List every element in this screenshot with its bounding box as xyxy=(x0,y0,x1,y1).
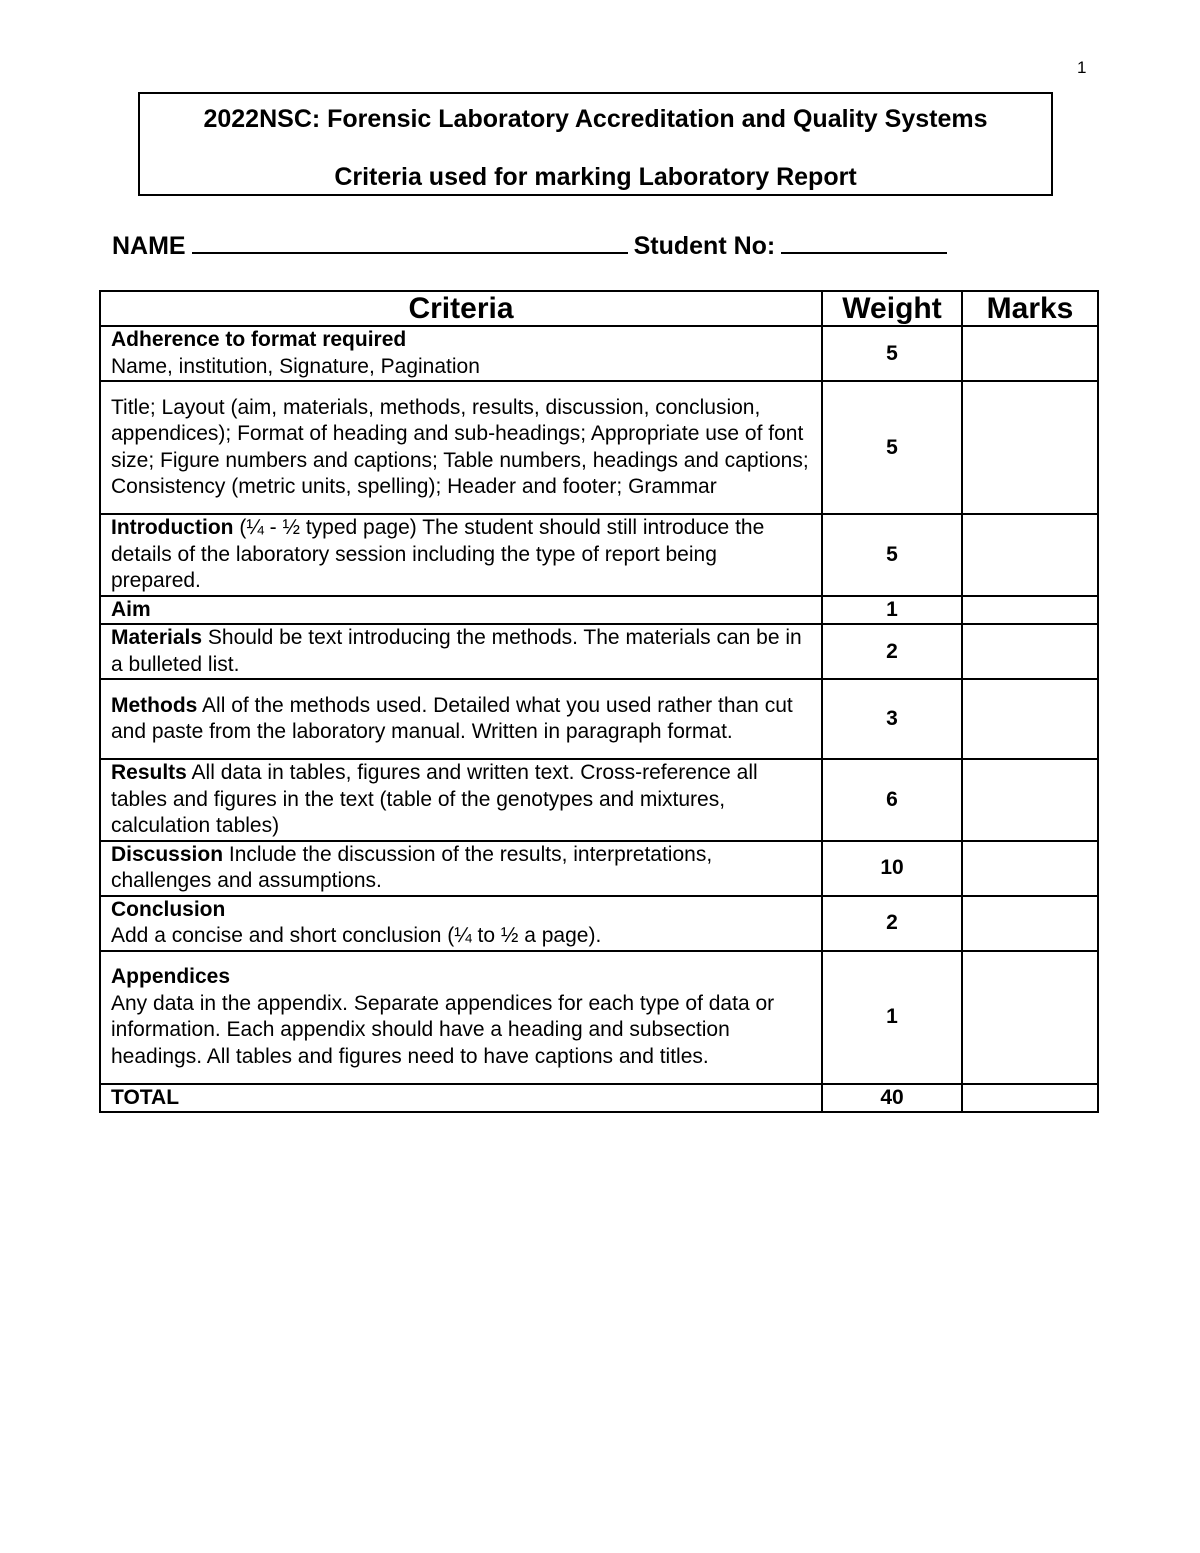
criteria-description: Add a concise and short conclusion (¼ to ½ a page). xyxy=(111,924,602,947)
title-box xyxy=(138,92,1053,196)
marks-cell[interactable] xyxy=(962,624,1098,679)
student-no-label: Student No: xyxy=(633,232,776,260)
criteria-cell xyxy=(100,381,822,514)
criteria-cell xyxy=(100,759,822,841)
criteria-rows xyxy=(100,326,1098,1112)
weight-cell: 3 xyxy=(822,679,962,759)
criteria-description: Name, institution, Signature, Pagination xyxy=(111,354,480,378)
weight-cell: 5 xyxy=(822,326,962,381)
student-no-blank-field[interactable] xyxy=(781,228,947,254)
criteria-cell xyxy=(100,596,822,625)
marks-cell[interactable] xyxy=(962,951,1098,1084)
weight-cell: 1 xyxy=(822,596,962,625)
criteria-cell xyxy=(100,326,822,381)
table-row xyxy=(100,896,1098,951)
weight-cell: 5 xyxy=(822,381,962,514)
total-row xyxy=(100,1084,1098,1113)
criteria-description: All of the methods used. Detailed what you used rather than cut and paste from the laboratory manual. Written in paragraph format. xyxy=(111,693,793,743)
criteria-cell xyxy=(100,514,822,596)
criteria-description: Any data in the appendix. Separate appendices for each type of data or information. Each appendix should have a heading and subsection headings. All tables and figures need to have captions and titles. xyxy=(111,991,775,1068)
table-row xyxy=(100,326,1098,381)
criteria-cell xyxy=(100,896,822,951)
total-marks-cell[interactable] xyxy=(962,1084,1098,1113)
criteria-cell xyxy=(100,841,822,896)
criteria-cell xyxy=(100,624,822,679)
student-info-row xyxy=(112,228,947,262)
marks-cell[interactable] xyxy=(962,759,1098,841)
marks-cell[interactable] xyxy=(962,596,1098,625)
criteria-description: Should be text introducing the methods. The materials can be in a bulleted list. xyxy=(111,626,802,676)
name-blank-field[interactable] xyxy=(192,228,628,254)
marks-cell[interactable] xyxy=(962,896,1098,951)
criteria-title: Conclusion xyxy=(111,897,226,921)
marks-cell[interactable] xyxy=(962,326,1098,381)
marks-cell[interactable] xyxy=(962,679,1098,759)
criteria-header: Criteria xyxy=(100,291,822,326)
table-row xyxy=(100,841,1098,896)
weight-cell: 6 xyxy=(822,759,962,841)
table-row xyxy=(100,596,1098,625)
weight-cell: 10 xyxy=(822,841,962,896)
total-label: TOTAL xyxy=(100,1084,822,1113)
marks-cell[interactable] xyxy=(962,381,1098,514)
table-row xyxy=(100,514,1098,596)
weight-cell: 5 xyxy=(822,514,962,596)
course-title: 2022NSC: Forensic Laboratory Accreditation and Quality Systems xyxy=(203,105,988,133)
criteria-title: Aim xyxy=(111,597,151,621)
weight-cell: 1 xyxy=(822,951,962,1084)
page-number: 1 xyxy=(1077,58,1087,77)
criteria-title: Discussion xyxy=(111,842,224,866)
criteria-title: Appendices xyxy=(111,965,231,988)
weight-cell: 2 xyxy=(822,896,962,951)
table-row xyxy=(100,679,1098,759)
marks-cell[interactable] xyxy=(962,841,1098,896)
criteria-title: Materials xyxy=(111,626,203,649)
weight-header: Weight xyxy=(822,291,962,326)
criteria-title: Introduction xyxy=(111,516,234,539)
name-label: NAME xyxy=(112,232,186,260)
criteria-title: Methods xyxy=(111,693,198,717)
criteria-description: Title; Layout (aim, materials, methods, results, discussion, conclusion, appendices); Format of heading and sub-headings; Appropriate use of font size; Figure numbers and captions; Table numbers, headings and captions; Consistency (metric units, spelling); Header and footer; Grammar xyxy=(111,395,809,498)
marks-header: Marks xyxy=(962,291,1098,326)
table-header-row xyxy=(100,291,1098,326)
criteria-cell xyxy=(100,679,822,759)
total-weight: 40 xyxy=(822,1084,962,1113)
marking-criteria-table xyxy=(99,290,1099,1113)
document-subtitle: Criteria used for marking Laboratory Report xyxy=(334,163,857,191)
table-row xyxy=(100,381,1098,514)
table-row xyxy=(100,759,1098,841)
criteria-title: Results xyxy=(111,761,187,784)
criteria-title: Adherence to format required xyxy=(111,328,407,351)
criteria-description: (¼ - ½ typed page) The student should still introduce the details of the laboratory session including the type of report being prepared. xyxy=(111,516,765,592)
table-row xyxy=(100,624,1098,679)
table-row xyxy=(100,951,1098,1084)
weight-cell: 2 xyxy=(822,624,962,679)
marks-cell[interactable] xyxy=(962,514,1098,596)
criteria-description: All data in tables, figures and written text. Cross-reference all tables and figures in the text (table of the genotypes and mixtures, calculation tables) xyxy=(111,761,758,837)
criteria-description: Include the discussion of the results, interpretations, challenges and assumptions. xyxy=(111,842,713,892)
criteria-cell xyxy=(100,951,822,1084)
